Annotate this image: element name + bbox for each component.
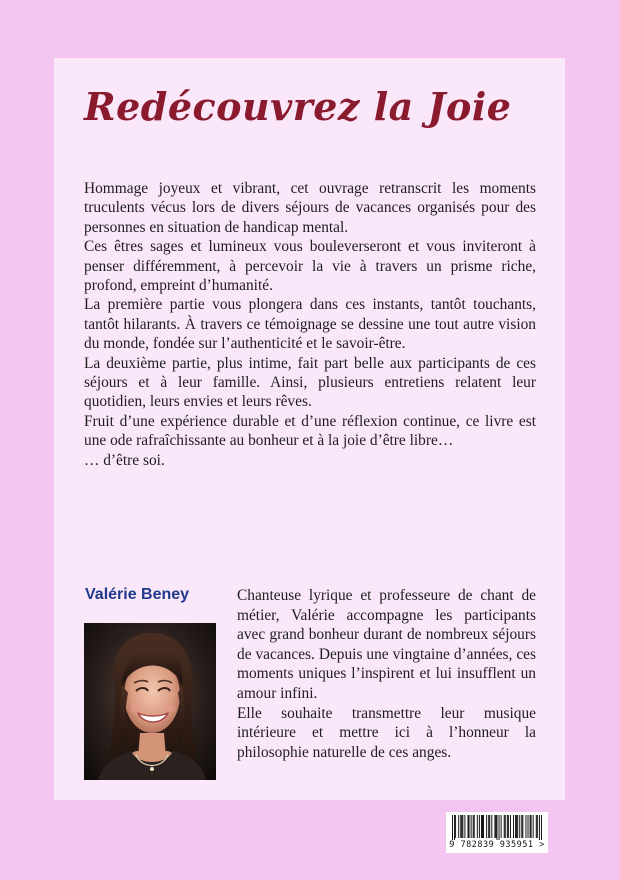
barcode-bar	[455, 815, 456, 838]
book-title: Redécouvrez la Joie	[84, 84, 512, 129]
barcode-bar	[537, 815, 538, 838]
barcode-bar	[521, 815, 522, 838]
synopsis-paragraph: Fruit d’une expérience durable et d’une réflexion continue, ce livre est une ode rafraîchissante au bonheur et à la joie d’être libre…	[84, 412, 536, 450]
author-bio	[237, 586, 536, 762]
barcode-bar	[489, 815, 490, 838]
barcode-bar	[528, 815, 529, 838]
barcode-bar	[496, 815, 497, 840]
barcode-bar	[452, 815, 453, 840]
barcode-bar	[477, 815, 478, 838]
barcode-bar	[522, 815, 523, 838]
barcode-bar	[462, 815, 463, 838]
synopsis-paragraph: La première partie vous plongera dans ces instants, tantôt touchants, tantôt hilarants. À travers ce témoignage se dessine une tout autre vision du monde, fondée sur l’authenticité et le savoir-être.	[84, 296, 536, 353]
barcode-bar	[505, 815, 506, 838]
barcode-bar	[513, 815, 514, 838]
barcode-bar	[494, 815, 495, 838]
barcode-bar	[482, 815, 483, 838]
barcode-bar	[468, 815, 469, 838]
author-photo	[84, 623, 216, 780]
synopsis-paragraph: Hommage joyeux et vibrant, cet ouvrage retranscrit les moments truculents vécus lors de divers séjours de vacances organisés pour des personnes en situation de handicap mental.	[84, 180, 536, 236]
barcode-icon	[452, 815, 542, 840]
barcode-bar	[499, 815, 500, 840]
barcode-bar	[481, 815, 482, 838]
back-cover-panel	[54, 58, 565, 800]
barcode-bar	[531, 815, 532, 838]
barcode-bar	[517, 815, 518, 838]
barcode-bar	[486, 815, 487, 838]
barcode-bar	[539, 815, 540, 840]
barcode-bar	[473, 815, 474, 838]
barcode-bar	[495, 815, 496, 838]
barcode-bar	[454, 815, 455, 840]
barcode-bar	[461, 815, 462, 838]
isbn-barcode	[446, 812, 548, 853]
barcode-bar	[458, 815, 459, 838]
barcode-bar	[471, 815, 472, 838]
isbn-number: 9 782839 935951 >	[449, 840, 545, 850]
author-bio-paragraph: Elle souhaite transmettre leur musique intérieure et mettre ici à l’honneur la philosophie naturelle de ces anges.	[237, 704, 536, 761]
barcode-bar	[515, 815, 516, 838]
synopsis-paragraph: Ces êtres sages et lumineux vous bouleverseront et vous inviteront à penser différemment, à percevoir la vie à travers un prisme riche, profond, empreint d’humanité.	[84, 238, 536, 295]
synopsis	[84, 179, 536, 470]
author-portrait-icon	[84, 623, 216, 780]
barcode-bar	[519, 815, 520, 838]
barcode-bar	[460, 815, 461, 838]
barcode-bar	[501, 815, 502, 838]
synopsis-paragraph: … d’être soi.	[84, 451, 165, 469]
barcode-bar	[491, 815, 492, 838]
barcode-bar	[488, 815, 489, 838]
author-name: Valérie Beney	[85, 586, 190, 603]
barcode-bar	[530, 815, 531, 838]
barcode-bar	[474, 815, 475, 838]
barcode-bar	[510, 815, 511, 838]
barcode-bar	[533, 815, 534, 838]
barcode-bar	[516, 815, 517, 838]
barcode-bar	[508, 815, 509, 838]
barcode-bar	[507, 815, 508, 838]
barcode-bar	[504, 815, 505, 838]
barcode-bar	[483, 815, 484, 838]
author-bio-paragraph: Chanteuse lyrique et professeure de chant de métier, Valérie accompagne les participants avec grand bonheur durant de nombreux séjours de vacances. Depuis une vingtaine d’années, ces moments uniques l’inspirent et lui insufflent un amour infini.	[237, 587, 536, 702]
barcode-bar	[525, 815, 526, 838]
barcode-bar	[464, 815, 465, 838]
barcode-bar	[469, 815, 470, 838]
barcode-bar	[541, 815, 542, 840]
barcode-bar	[479, 815, 480, 838]
synopsis-paragraph: La deuxième partie, plus intime, fait part belle aux participants de ces séjours et à leur famille. Ainsi, plusieurs entretiens relatent leur quotidien, leurs envies et leurs rêves.	[84, 354, 536, 411]
barcode-bar	[536, 815, 537, 838]
